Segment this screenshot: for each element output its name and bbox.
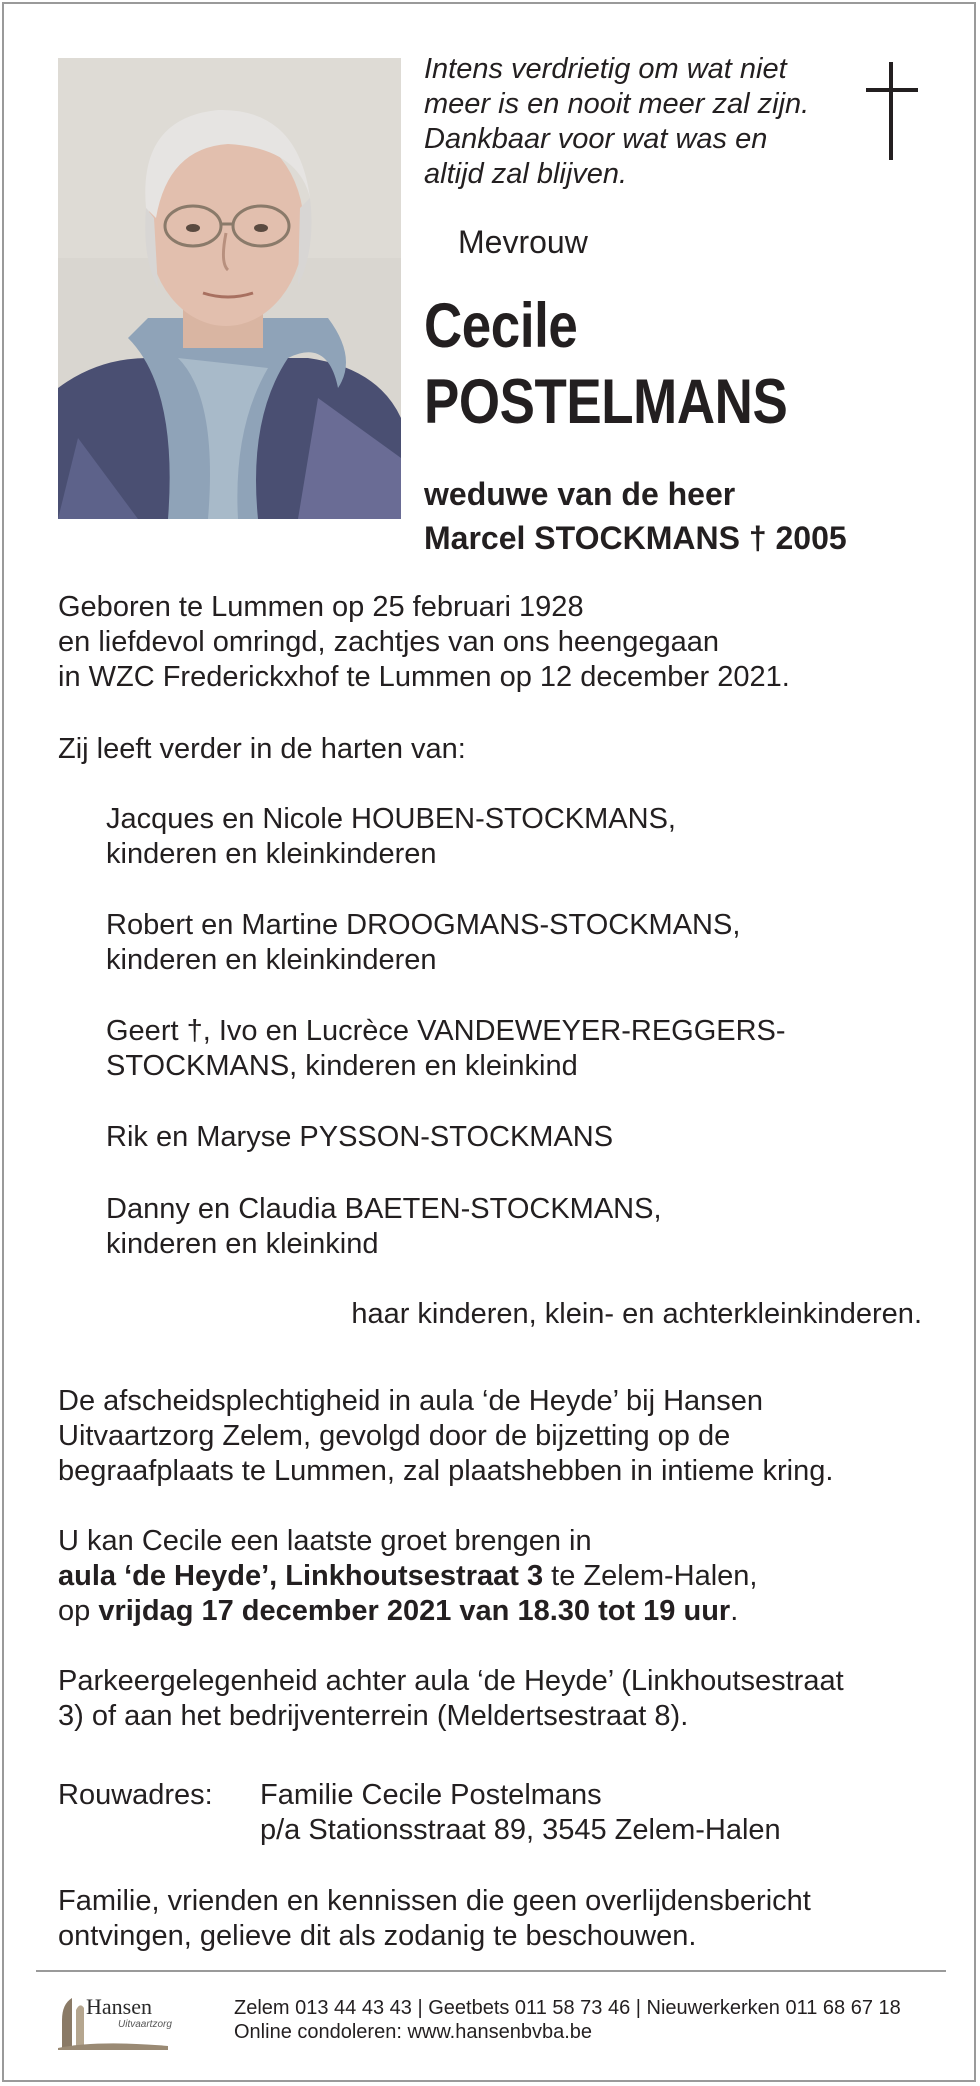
widow-line: Marcel STOCKMANS † 2005 bbox=[424, 520, 847, 556]
cross-icon bbox=[862, 62, 922, 162]
family-entry bbox=[106, 908, 740, 978]
family-line: Geert †, Ivo en Lucrèce VANDEWEYER-REGGERS- bbox=[106, 1015, 786, 1047]
mourning-address-label: Rouwadres: bbox=[58, 1779, 213, 1811]
logo-name: Hansen bbox=[86, 1994, 152, 2019]
phone-numbers: Zelem 013 44 43 43 | Geetbets 011 58 73 46 | Nieuwerkerken 011 68 67 18 bbox=[234, 1997, 901, 2019]
farewell-paragraph bbox=[58, 1384, 938, 1489]
text-line: Parkeergelegenheid achter aula ‘de Heyde’ (Linkhoutsestraat bbox=[58, 1665, 844, 1697]
portrait-photo bbox=[58, 58, 401, 519]
family-line: kinderen en kleinkinderen bbox=[106, 838, 437, 870]
visit-suffix: . bbox=[730, 1595, 739, 1627]
visit-location: aula ‘de Heyde’, Linkhoutsestraat 3 bbox=[58, 1560, 544, 1592]
family-line: Robert en Martine DROOGMANS-STOCKMANS, bbox=[106, 909, 741, 941]
poem bbox=[424, 52, 844, 192]
text-line: en liefdevol omringd, zachtjes van ons heengegaan bbox=[58, 626, 720, 658]
family-line: Rik en Maryse PYSSON-STOCKMANS bbox=[106, 1121, 614, 1153]
address-line: Familie Cecile Postelmans bbox=[260, 1779, 602, 1811]
poem-line: Intens verdrietig om wat niet bbox=[424, 53, 787, 85]
text-line bbox=[58, 1594, 938, 1629]
family-line: Jacques en Nicole HOUBEN-STOCKMANS, bbox=[106, 803, 676, 835]
visit-town: te Zelem-Halen, bbox=[543, 1560, 758, 1592]
text-line: Uitvaartzorg Zelem, gevolgd door de bijzetting op de bbox=[58, 1420, 731, 1452]
family-line: kinderen en kleinkind bbox=[106, 1228, 379, 1260]
grandchildren-line: haar kinderen, klein- en achterkleinkinderen. bbox=[351, 1298, 922, 1330]
text-line: 3) of aan het bedrijventerrein (Meldertsestraat 8). bbox=[58, 1700, 689, 1732]
footer-divider bbox=[36, 1970, 946, 1972]
first-name: Cecile bbox=[424, 291, 578, 361]
logo-subtitle: Uitvaartzorg bbox=[118, 2019, 172, 2030]
text-line: Geboren te Lummen op 25 februari 1928 bbox=[58, 591, 584, 623]
visit-datetime: vrijdag 17 december 2021 van 18.30 tot 19 uur bbox=[98, 1595, 731, 1627]
family-line: kinderen en kleinkinderen bbox=[106, 944, 437, 976]
widow-of bbox=[424, 472, 847, 560]
last-name: POSTELMANS bbox=[424, 367, 788, 437]
text-line: Zij leeft verder in de harten van: bbox=[58, 733, 466, 765]
family-entry bbox=[106, 1192, 662, 1262]
lives-on-heading bbox=[58, 732, 938, 767]
text-line: Familie, vrienden en kennissen die geen overlijdensbericht bbox=[58, 1885, 811, 1917]
text-line: De afscheidsplechtigheid in aula ‘de Heyde’ bij Hansen bbox=[58, 1385, 764, 1417]
text-line: in WZC Frederickxhof te Lummen op 12 december 2021. bbox=[58, 661, 790, 693]
parking-paragraph bbox=[58, 1664, 938, 1734]
text-line: U kan Cecile een laatste groet brengen in bbox=[58, 1525, 592, 1557]
birth-death-paragraph bbox=[58, 590, 938, 695]
text-line: ontvingen, gelieve dit als zodanig te beschouwen. bbox=[58, 1920, 697, 1952]
family-entry bbox=[106, 1014, 786, 1084]
visit-paragraph bbox=[58, 1524, 938, 1629]
poem-line: Dankbaar voor wat was en bbox=[424, 123, 768, 155]
family-entry bbox=[106, 1120, 613, 1155]
text-line bbox=[58, 1559, 938, 1594]
family-entry bbox=[106, 802, 676, 872]
family-line: Danny en Claudia BAETEN-STOCKMANS, bbox=[106, 1193, 662, 1225]
text-line: begraafplaats te Lummen, zal plaatshebben in intieme kring. bbox=[58, 1455, 834, 1487]
poem-line: meer is en nooit meer zal zijn. bbox=[424, 88, 810, 120]
online-condolences-link[interactable]: Online condoleren: www.hansenbvba.be bbox=[234, 2021, 593, 2043]
visit-prefix: op bbox=[58, 1595, 99, 1627]
address-line: p/a Stationsstraat 89, 3545 Zelem-Halen bbox=[260, 1814, 781, 1846]
contact-info bbox=[234, 1996, 901, 2044]
honorific: Mevrouw bbox=[458, 224, 588, 260]
family-line: STOCKMANS, kinderen en kleinkind bbox=[106, 1050, 578, 1082]
widow-line: weduwe van de heer bbox=[424, 476, 736, 512]
poem-line: altijd zal blijven. bbox=[424, 158, 628, 190]
notice-paragraph bbox=[58, 1884, 938, 1954]
mourning-address bbox=[260, 1778, 781, 1848]
